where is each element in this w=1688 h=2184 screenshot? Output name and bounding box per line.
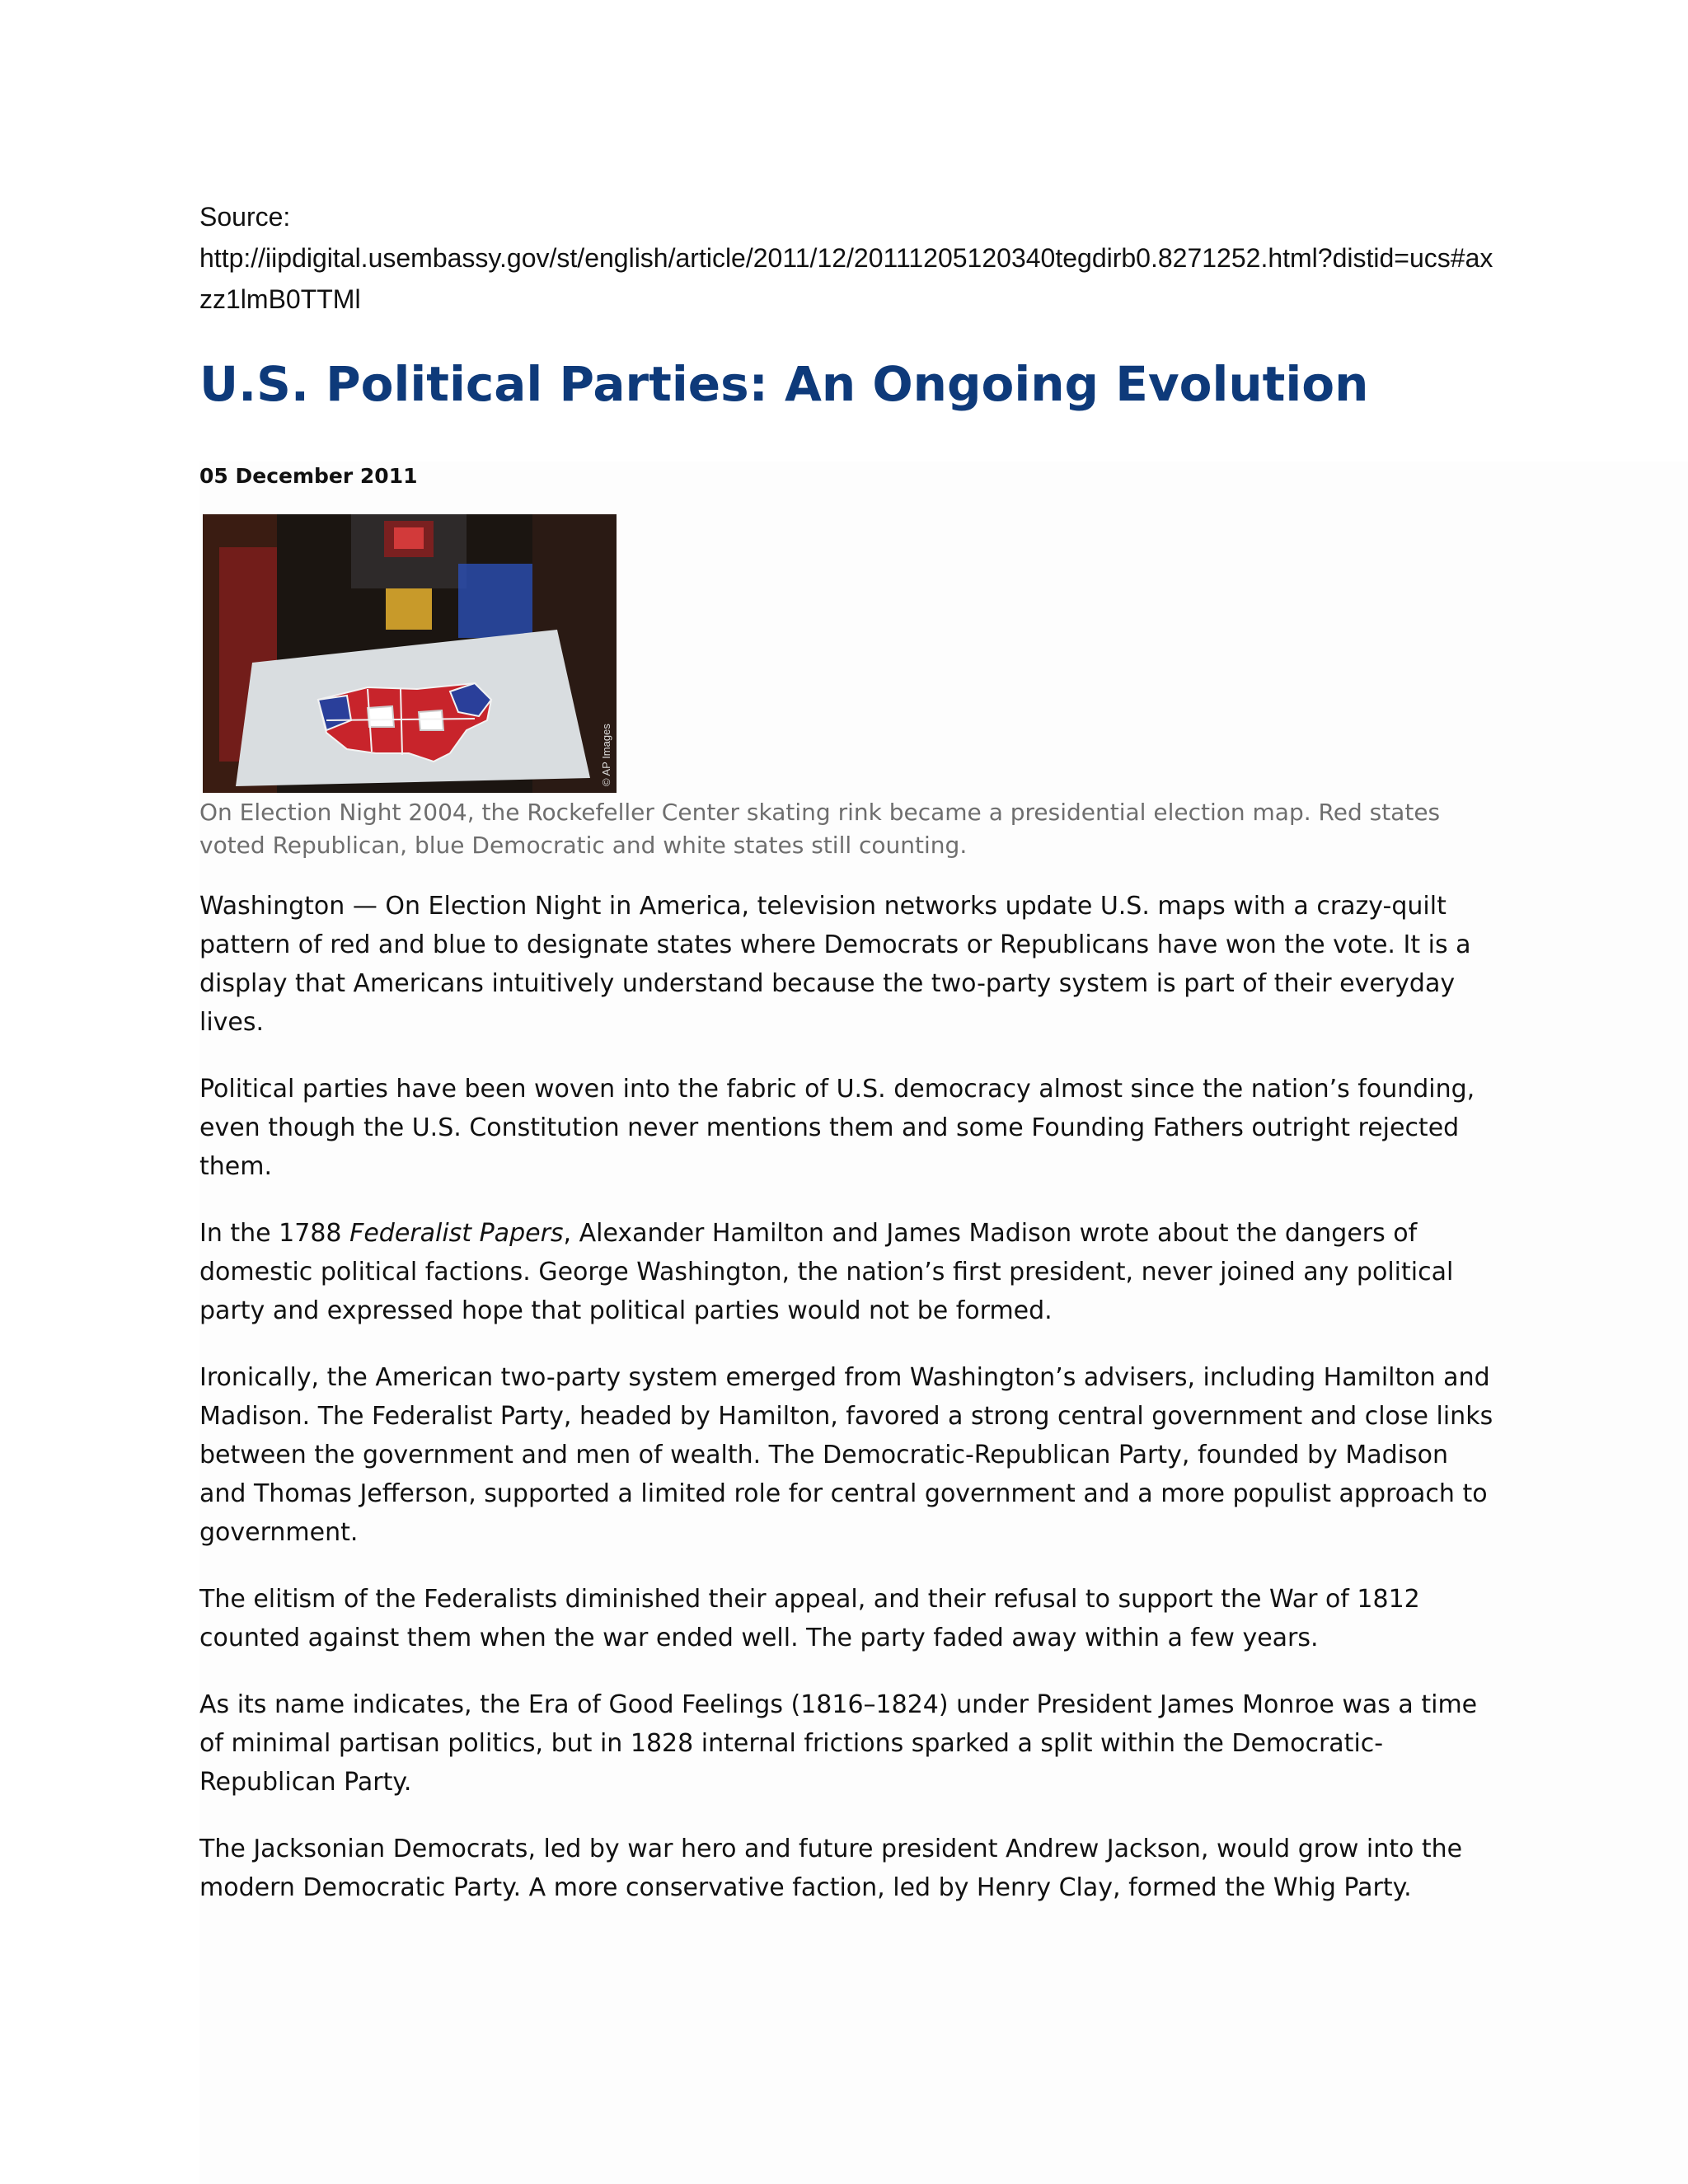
paragraph: The Jacksonian Democrats, led by war hero and future president Andrew Jackson, would grow into the modern Democratic Party. A more conservative faction, led by Henry Clay, formed the Whig Party. bbox=[199, 1835, 1463, 1902]
rink-illustration bbox=[203, 514, 617, 793]
photo-credit: © AP Images bbox=[600, 724, 612, 786]
source-url[interactable]: http://iipdigital.usembassy.gov/st/english/article/2011/12/20111205120340tegdirb0.8271252.html?distid=ucs#axzz1lmB0TTMl bbox=[199, 243, 1493, 314]
article-date: 05 December 2011 bbox=[199, 464, 418, 488]
paragraph: Washington — On Election Night in America, television networks update U.S. maps with a crazy-quilt pattern of red and blue to designate states where Democrats or Republicans have won the vote. It is a display that Americans intuitively understand because the two-party system is part of their everyday lives. bbox=[199, 892, 1471, 1037]
paragraph bbox=[199, 1214, 1493, 1330]
article-title: U.S. Political Parties: An Ongoing Evolution bbox=[199, 356, 1369, 412]
paragraph: Political parties have been woven into the fabric of U.S. democracy almost since the nation’s founding, even though the U.S. Constitution never mentions them and some Founding Fathers outright rejected them. bbox=[199, 1075, 1475, 1181]
paragraph: As its name indicates, the Era of Good Feelings (1816–1824) under President James Monroe was a time of minimal partisan politics, but in 1828 internal frictions sparked a split within the Democratic-Republican Party. bbox=[199, 1690, 1478, 1797]
paragraph: The elitism of the Federalists diminished their appeal, and their refusal to support the War of 1812 counted against them when the war ended well. The party faded away within a few years. bbox=[199, 1585, 1420, 1652]
paragraph-text: In the 1788 bbox=[199, 1219, 350, 1248]
image-caption: On Election Night 2004, the Rockefeller Center skating rink became a presidential election map. Red states voted Republican, blue Democratic and white states still counting. bbox=[199, 799, 1441, 859]
article-body bbox=[199, 887, 1493, 1907]
source-label: Source: bbox=[199, 202, 291, 232]
paragraph: Ironically, the American two-party system emerged from Washington’s advisers, including Hamilton and Madison. The Federalist Party, headed by Hamilton, favored a strong central government and close links between the government and men of wealth. The Democratic-Republican Party, founded by Madison and Thomas Jefferson, supported a limited role for central government and a more populist approach to government. bbox=[199, 1363, 1493, 1547]
election-map-photo bbox=[203, 514, 617, 793]
document-page bbox=[199, 196, 1493, 1935]
source-block bbox=[199, 196, 1493, 320]
paragraph-text: , Alexander Hamilton and James Madison wrote about the dangers of domestic political factions. George Washington, the nation’s first president, never joined any political party and expressed hope that political parties would not be formed. bbox=[199, 1219, 1454, 1325]
book-title: Federalist Papers bbox=[349, 1219, 564, 1248]
